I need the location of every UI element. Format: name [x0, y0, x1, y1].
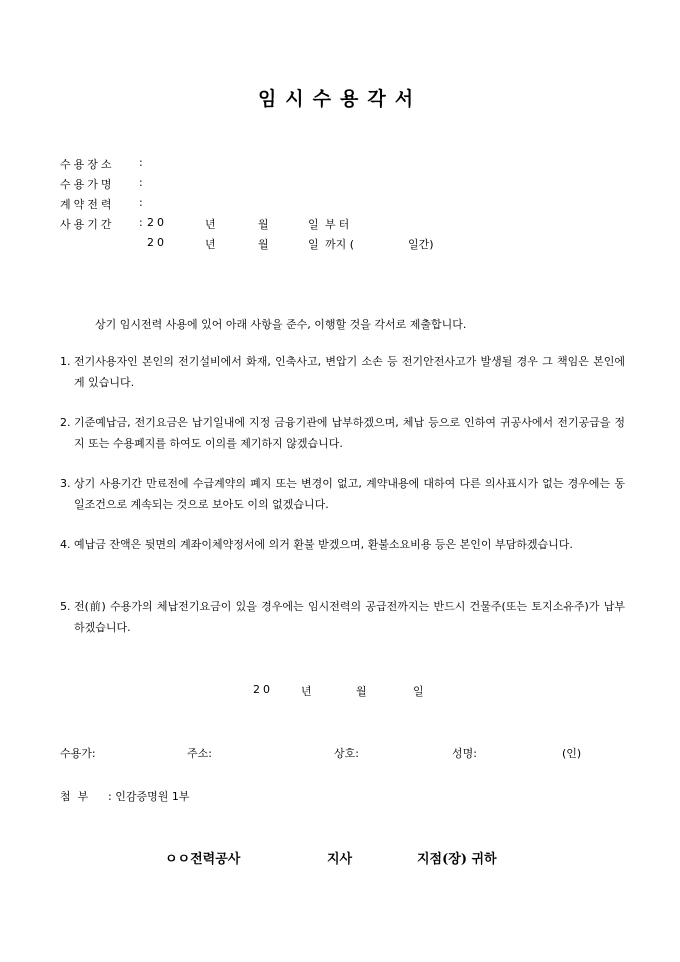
days-text: 일간): [408, 238, 434, 251]
start-day-unit: 일: [308, 218, 319, 231]
item-number: 1.: [60, 355, 71, 368]
office-addressee: 지점(장) 귀하: [417, 852, 497, 867]
place-colon: :: [139, 156, 143, 169]
start-year-unit: 년: [205, 218, 216, 231]
company-label: 상호:: [334, 747, 359, 760]
address-label: 주소:: [187, 747, 212, 760]
document-title: 임시수용각서: [257, 88, 423, 110]
usage-period-label: 사용기간: [60, 218, 115, 231]
date-day-unit: 일: [413, 685, 424, 698]
contract-power-colon: :: [139, 196, 143, 209]
seal-label: (인): [562, 747, 582, 760]
until-text: 까지 (: [325, 238, 355, 251]
intro-statement: 상기 임시전력 사용에 있어 아래 사항을 준수, 이행할 것을 각서로 제출합니다.: [95, 318, 467, 331]
contract-power-label: 계약전력: [60, 198, 115, 211]
item-number: 3.: [60, 477, 71, 490]
list-item: [60, 351, 625, 393]
utility-company-name: ㅇㅇ전력공사: [165, 852, 241, 867]
end-month-unit: 월: [258, 238, 269, 251]
end-day-unit: 일: [308, 238, 319, 251]
list-item: [60, 412, 625, 454]
customer-label: 수용가:: [60, 747, 96, 760]
date-year-unit: 년: [301, 685, 312, 698]
signer-name-label: 성명:: [452, 747, 477, 760]
item-text: 상기 사용기간 만료전에 수급계약의 폐지 또는 변경이 없고, 계약내용에 대하여 다른 의사표시가 없는 경우에는 동일조건으로 계속되는 것으로 보아도 이의 없겠습니다.: [74, 477, 625, 511]
date-month-unit: 월: [356, 685, 367, 698]
item-text: 예납금 잔액은 뒷면의 계좌이체약정서에 의거 환불 받겠으며, 환불소요비용 등은 본인이 부담하겠습니다.: [74, 538, 573, 551]
branch-label: 지사: [327, 852, 353, 867]
list-item: [60, 534, 625, 555]
item-text: 전(前) 수용가의 체납전기요금이 있을 경우에는 임시전력의 공급전까지는 반드시 건물주(또는 토지소유주)가 납부하겠습니다.: [74, 600, 625, 634]
item-text: 전기사용자인 본인의 전기설비에서 화재, 인축사고, 변압기 소손 등 전기안전사고가 발생될 경우 그 책임은 본인에게 있습니다.: [74, 355, 625, 389]
item-text: 기준예납금, 전기요금은 납기일내에 지정 금융기관에 납부하겠으며, 체납 등으로 인하여 귀공사에서 전기공급을 정지 또는 수용폐지를 하여도 이의를 제기하지 않겠습니다.: [74, 416, 625, 450]
date-year-prefix: 20: [253, 683, 273, 696]
start-month-unit: 월: [258, 218, 269, 231]
end-year-prefix: 20: [147, 236, 167, 249]
item-number: 4.: [60, 538, 71, 551]
item-number: 2.: [60, 416, 71, 429]
attachment-label: 첨 부: [60, 790, 89, 803]
customer-name-colon: :: [139, 176, 143, 189]
end-year-unit: 년: [205, 238, 216, 251]
customer-name-label: 수용가명: [60, 178, 115, 191]
place-label: 수용장소: [60, 158, 115, 171]
attachment-text: : 인감증명원 1부: [108, 790, 190, 803]
item-number: 5.: [60, 600, 71, 613]
list-item: [60, 473, 625, 515]
usage-period-colon: :: [139, 216, 143, 229]
list-item: [60, 596, 625, 638]
from-text: 부터: [325, 218, 353, 231]
start-year-prefix: 20: [147, 216, 167, 229]
